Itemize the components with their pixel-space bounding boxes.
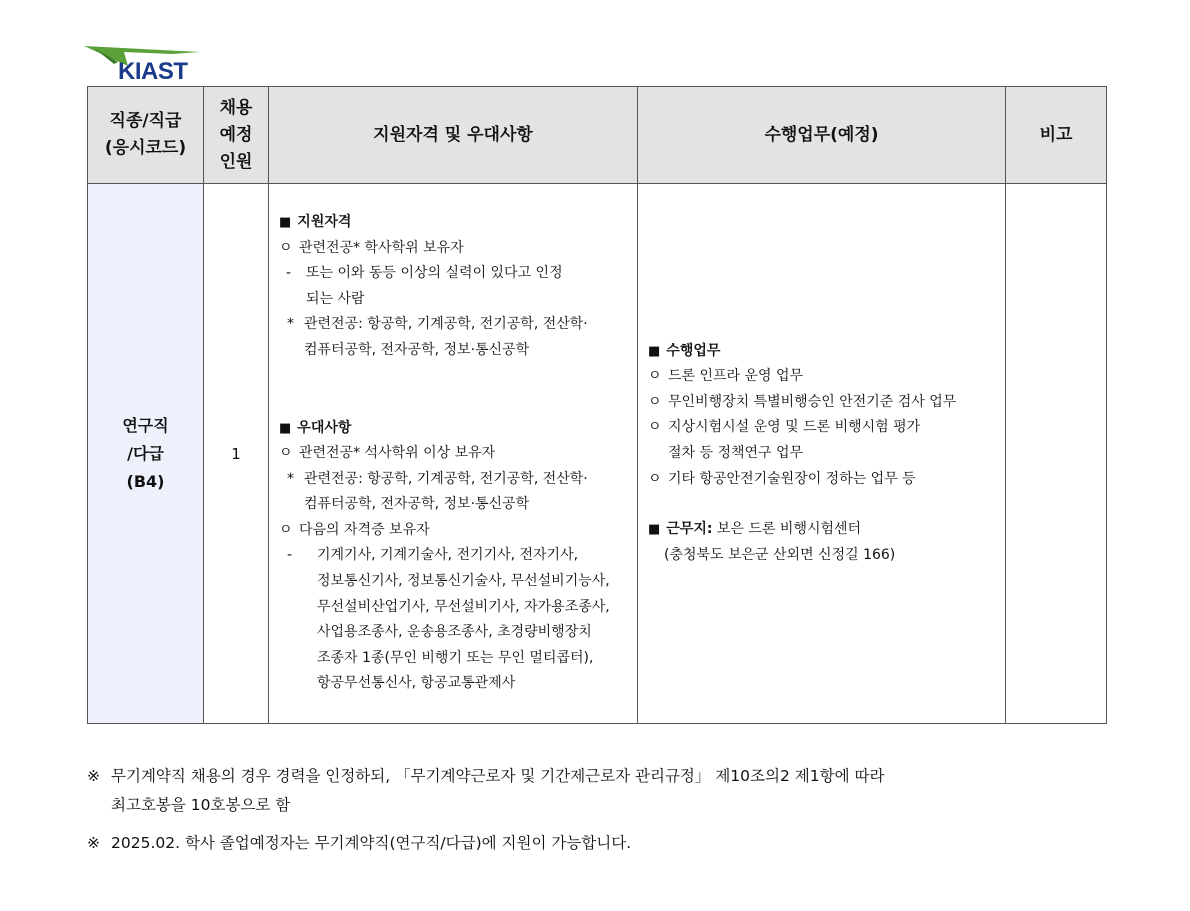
preference-text: 관련전공* 석사학위 이상 보유자 (299, 445, 496, 462)
table-header-row (88, 87, 1107, 184)
list-item (279, 312, 629, 363)
requirement-major-line2: 컴퓨터공학, 전자공학, 정보·통신공학 (304, 341, 530, 358)
requirement-dash-line1: 또는 이와 동등 이상의 실력이 있다고 인정 (306, 265, 563, 282)
reference-mark-icon: ※ (87, 834, 100, 852)
header-remarks: 비고 (1006, 87, 1107, 184)
list-item (279, 543, 629, 697)
job-cell (88, 184, 204, 724)
work-location (648, 517, 997, 543)
cert-line: 사업용조종사, 운송용조종사, 초경량비행장치 (317, 624, 592, 641)
requirement-major-line1: 관련전공: 항공학, 기계공학, 전기공학, 전산학· (304, 316, 588, 333)
header-count-line1: 채용 (219, 97, 253, 118)
preference-major-line2: 컴퓨터공학, 전자공학, 정보·통신공학 (304, 496, 530, 513)
list-item (279, 261, 629, 312)
square-bullet-icon: ■ (279, 420, 292, 436)
duty-text-line1: 지상시험시설 운영 및 드론 비행시험 평가 (668, 419, 921, 436)
requirements-heading (279, 210, 629, 236)
circle-bullet-icon: ㅇ (648, 419, 662, 436)
header-hire-count (204, 87, 269, 184)
duty-text: 드론 인프라 운영 업무 (668, 368, 804, 385)
list-item (279, 467, 629, 518)
header-count-line3: 인원 (219, 151, 253, 172)
recruitment-table (87, 86, 1107, 724)
hire-count-cell: 1 (204, 184, 269, 724)
duty-text-line2: 절차 등 정책연구 업무 (668, 445, 804, 461)
kiast-logo (84, 44, 202, 86)
square-bullet-icon: ■ (279, 214, 292, 230)
location-label: 근무지: (666, 521, 713, 538)
cert-line: 정보통신기사, 정보통신기술사, 무선설비기능사, (317, 573, 610, 590)
square-bullet-icon: ■ (648, 522, 661, 538)
footnote-line1: 무기계약직 채용의 경우 경력을 인정하되, 「무기계약근로자 및 기간제근로자 관리규정」 제10조의2 제1항에 따라 (111, 767, 885, 785)
cert-line: 기계기사, 기계기술사, 전기기사, 전자기사, (317, 547, 579, 564)
job-line2: /다급 (127, 443, 164, 463)
location-value: 보은 드론 비행시험센터 (712, 521, 862, 538)
list-item (279, 236, 629, 262)
table-row (88, 184, 1107, 724)
cert-line: 무선설비산업기사, 무선설비기사, 자가용조종사, (317, 598, 610, 615)
cert-line: 조종자 1종(무인 비행기 또는 무인 멀티콥터), (317, 649, 594, 666)
requirement-text: 관련전공* 학사학위 보유자 (299, 239, 464, 256)
preference-major-line1: 관련전공: 항공학, 기계공학, 전기공학, 전산학· (304, 470, 588, 487)
header-duties: 수행업무(예정) (638, 87, 1006, 184)
remarks-cell (1006, 184, 1107, 724)
dash-bullet-icon: - (286, 265, 292, 282)
star-bullet-icon: * (287, 470, 294, 487)
requirement-dash-line2: 되는 사람 (306, 290, 365, 307)
requirements-title: 지원자격 (297, 213, 352, 230)
list-item (279, 441, 629, 467)
preference-text: 다음의 자격증 보유자 (299, 521, 430, 538)
header-job-type (88, 87, 204, 184)
duties-title: 수행업무 (666, 342, 721, 359)
footnotes (87, 762, 1106, 858)
preferences-heading (279, 416, 629, 442)
duty-text: 무인비행장치 특별비행승인 안전기준 검사 업무 (668, 393, 957, 410)
dash-bullet-icon: - (287, 547, 293, 564)
reference-mark-icon: ※ (87, 767, 100, 785)
circle-bullet-icon: ㅇ (279, 239, 293, 256)
circle-bullet-icon: ㅇ (648, 368, 662, 385)
footnote-line2: 최고호봉을 10호봉으로 함 (111, 796, 291, 814)
job-line1: 연구직 (122, 415, 169, 435)
footnote (87, 829, 1106, 858)
list-item (648, 390, 997, 416)
list-item (648, 467, 997, 493)
header-count-line2: 예정 (219, 124, 253, 145)
list-item (279, 518, 629, 544)
header-qualifications: 지원자격 및 우대사항 (269, 87, 638, 184)
job-code: (B4) (126, 471, 165, 491)
footnote (87, 762, 1106, 820)
list-item (648, 415, 997, 466)
header-job-line2: (응시코드) (104, 138, 187, 158)
duties-cell (638, 184, 1006, 724)
logo-text: KIAST (118, 58, 188, 85)
square-bullet-icon: ■ (648, 343, 661, 359)
header-job-line1: 직종/직급 (109, 111, 182, 131)
list-item (648, 364, 997, 390)
cert-line: 항공무선통신사, 항공교통관제사 (317, 675, 516, 692)
preferences-title: 우대사항 (297, 419, 352, 436)
qualifications-cell (269, 184, 638, 724)
circle-bullet-icon: ㅇ (648, 470, 662, 487)
circle-bullet-icon: ㅇ (279, 521, 293, 538)
duty-text: 기타 항공안전기술원장이 정하는 업무 등 (668, 470, 916, 487)
duties-heading (648, 339, 997, 365)
footnote-text: 2025.02. 학사 졸업예정자는 무기계약직(연구직/다급)에 지원이 가능합니다. (111, 834, 632, 852)
location-address: (충청북도 보은군 산외면 신정길 166) (664, 546, 896, 563)
circle-bullet-icon: ㅇ (279, 445, 293, 462)
circle-bullet-icon: ㅇ (648, 393, 662, 410)
star-bullet-icon: * (287, 316, 294, 333)
